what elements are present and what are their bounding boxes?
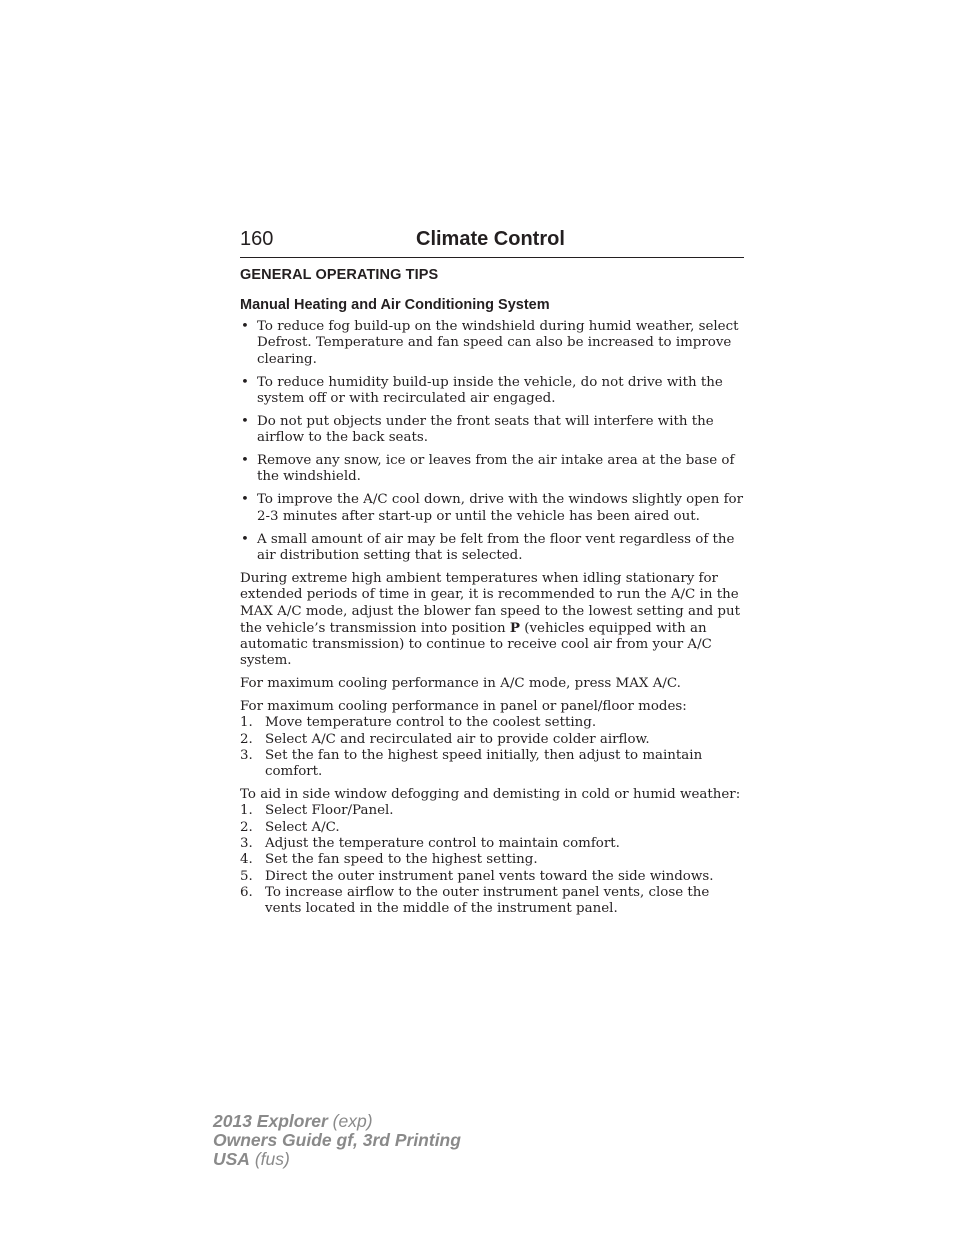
panel-mode-intro: For maximum cooling performance in panel or panel/floor modes: (240, 699, 687, 715)
bullet-text: Do not put objects under the front seats that will interfere with the airflow to the back seats. (257, 413, 714, 446)
bullet-text: To improve the A/C cool down, drive with the windows slightly open for 2-3 minutes after start-up or until the vehicle has been aired out. (257, 492, 743, 524)
bullet-icon: • (241, 492, 249, 508)
tips-bullet-list (240, 319, 744, 564)
bullet-icon: • (241, 374, 249, 390)
step-number: 1. (240, 715, 253, 731)
bullet-item (240, 414, 744, 447)
bullet-item (240, 453, 744, 486)
bullet-item (240, 319, 744, 368)
section-heading: GENERAL OPERATING TIPS (240, 267, 439, 283)
bullet-icon: • (241, 413, 249, 429)
footer-line-guide (213, 1131, 461, 1150)
step-number: 2. (240, 819, 253, 835)
footer-line-model (213, 1112, 461, 1131)
step-item (240, 715, 744, 731)
step-number: 5. (240, 868, 253, 884)
step-item (240, 869, 744, 885)
step-text: Move temperature control to the coolest setting. (265, 715, 597, 731)
step-text: Direct the outer instrument panel vents toward the side windows. (265, 868, 714, 884)
step-text: Adjust the temperature control to maintain comfort. (265, 835, 620, 851)
step-text: Select A/C. (265, 819, 340, 835)
manual-page (240, 228, 744, 924)
step-number: 3. (240, 835, 253, 851)
bullet-text: Remove any snow, ice or leaves from the air intake area at the base of the windshield. (257, 453, 735, 485)
step-text: Select Floor/Panel. (265, 803, 394, 819)
sub-heading: Manual Heating and Air Conditioning System (240, 297, 550, 313)
step-item (240, 836, 744, 852)
bullet-icon: • (241, 531, 249, 547)
step-text: Select A/C and recirculated air to provide colder airflow. (265, 731, 650, 747)
footer-model-code: (exp) (332, 1111, 373, 1131)
page-title: Climate Control (416, 228, 565, 250)
extreme-temperature-paragraph (240, 571, 744, 670)
bullet-item (240, 532, 744, 565)
footer-market-code: (fus) (254, 1149, 290, 1169)
bullet-icon: • (241, 319, 249, 334)
panel-mode-steps (240, 715, 744, 780)
print-footer (213, 1112, 461, 1169)
step-item (240, 732, 744, 748)
bullet-item (240, 375, 744, 408)
footer-model: 2013 Explorer (213, 1111, 328, 1131)
step-item (240, 803, 744, 819)
bullet-item (240, 492, 744, 525)
extreme-text-after: (vehicles equipped with an automatic transmission) to continue to receive cool air from your A/C system. (240, 620, 712, 669)
step-text: To increase airflow to the outer instrument panel vents, close the vents located in the middle of the instrument panel. (265, 884, 710, 917)
extreme-text-before: During extreme high ambient temperatures when idling stationary for extended periods of time in gear, it is recommended to run the A/C in the MAX A/C mode, adjust the blower fan speed to the lowest setting and put the vehicle’s transmission into position (240, 570, 740, 636)
park-position-label: P (509, 619, 520, 636)
bullet-text: A small amount of air may be felt from the floor vent regardless of the air distribution setting that is selected. (257, 531, 735, 563)
step-number: 2. (240, 731, 253, 747)
max-cooling-paragraph: For maximum cooling performance in A/C mode, press MAX A/C. (240, 676, 681, 692)
step-number: 6. (240, 884, 253, 900)
step-item (240, 820, 744, 836)
step-text: Set the fan to the highest speed initially, then adjust to maintain comfort. (265, 747, 703, 780)
step-number: 3. (240, 747, 253, 763)
step-text: Set the fan speed to the highest setting. (265, 852, 538, 868)
step-number: 1. (240, 803, 253, 819)
defog-steps (240, 803, 744, 917)
defog-intro: To aid in side window defogging and demisting in cold or humid weather: (240, 787, 741, 803)
page-header (240, 228, 744, 258)
step-item (240, 885, 744, 918)
step-number: 4. (240, 852, 253, 868)
bullet-text: To reduce humidity build-up inside the vehicle, do not drive with the system off or with recirculated air engaged. (257, 374, 723, 406)
footer-line-market (213, 1150, 461, 1169)
footer-guide: Owners Guide gf, 3rd Printing (213, 1130, 461, 1150)
step-item (240, 852, 744, 868)
footer-market: USA (213, 1149, 250, 1169)
body-content (240, 319, 744, 917)
bullet-icon: • (241, 453, 249, 469)
bullet-text: To reduce fog build-up on the windshield during humid weather, select Defrost. Temperature and fan speed can also be increased to improve clearing. (257, 319, 739, 367)
step-item (240, 748, 744, 781)
page-number: 160 (240, 228, 274, 250)
